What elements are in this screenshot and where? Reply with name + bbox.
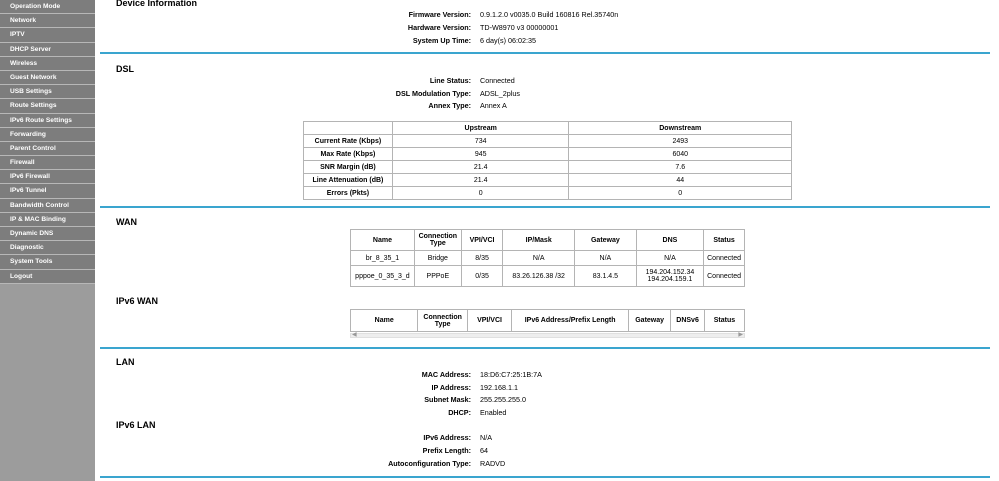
sidebar-menu [0, 0, 95, 481]
table-row [304, 135, 792, 148]
info-label: System Up Time: [412, 36, 471, 45]
ipv6-wan-scrollbar[interactable] [350, 333, 745, 338]
section-divider [100, 206, 990, 208]
table-cell: N/A [503, 251, 575, 266]
table-cell: 194.204.152.34 194.204.159.1 [636, 266, 703, 287]
section-divider [100, 52, 990, 54]
table-header-row [304, 122, 792, 135]
info-label: Subnet Mask: [424, 395, 471, 405]
sidebar-item-usb-settings[interactable]: USB Settings [0, 85, 95, 99]
info-value: TD-W8970 v3 00000001 [480, 23, 559, 32]
sidebar-item-firewall[interactable]: Firewall [0, 156, 95, 170]
sidebar-item-ipv6-route-settings[interactable]: IPv6 Route Settings [0, 114, 95, 128]
table-cell: 7.6 [569, 161, 792, 174]
dsl-stats-table [303, 121, 792, 200]
info-label: Prefix Length: [422, 445, 471, 455]
sidebar-item-ipv6-tunnel[interactable]: IPv6 Tunnel [0, 184, 95, 198]
ipv6-lan-title: IPv6 LAN [116, 420, 156, 430]
table-row [351, 251, 745, 266]
info-row [95, 369, 999, 381]
info-label: DSL Modulation Type: [395, 88, 471, 98]
info-value: 255.255.255.0 [480, 395, 526, 405]
table-header-row [351, 310, 745, 332]
sidebar-item-guest-network[interactable]: Guest Network [0, 71, 95, 85]
column-header: VPI/VCI [467, 310, 511, 332]
table-row [304, 161, 792, 174]
table-cell: Line Attenuation (dB) [304, 174, 393, 187]
info-value: 192.168.1.1 [480, 382, 518, 392]
table-cell: 945 [392, 148, 569, 161]
table-cell: br_8_35_1 [351, 251, 415, 266]
table-row [351, 266, 745, 287]
column-header: Status [704, 310, 744, 332]
column-header: IPv6 Address/Prefix Length [512, 310, 629, 332]
info-row [95, 88, 999, 100]
table-cell: 21.4 [392, 174, 569, 187]
wan-table [350, 229, 745, 287]
table-cell: Max Rate (Kbps) [304, 148, 393, 161]
sidebar-item-route-settings[interactable]: Route Settings [0, 99, 95, 113]
scroll-right-icon[interactable]: ▶ [738, 332, 743, 338]
table-cell: 734 [392, 135, 569, 148]
sidebar-item-operation-mode[interactable]: Operation Mode [0, 0, 95, 14]
table-cell: 0 [569, 187, 792, 200]
column-header: Status [704, 230, 745, 251]
table-cell: Bridge [414, 251, 461, 266]
column-header: DNSv6 [671, 310, 705, 332]
column-header: Connection Type [414, 230, 461, 251]
info-label: Firmware Version: [408, 10, 471, 19]
sidebar-item-parent-control[interactable]: Parent Control [0, 142, 95, 156]
info-label: IP Address: [431, 382, 471, 392]
column-header: Gateway [629, 310, 671, 332]
table-cell: 21.4 [392, 161, 569, 174]
info-value: Annex A [480, 101, 507, 110]
column-header: Upstream [392, 122, 569, 135]
column-header: Downstream [569, 122, 792, 135]
sidebar-item-network[interactable]: Network [0, 14, 95, 28]
sidebar-item-system-tools[interactable]: System Tools [0, 255, 95, 269]
info-value: 18:D6:C7:25:1B:7A [480, 370, 542, 379]
sidebar-item-dhcp-server[interactable]: DHCP Server [0, 43, 95, 57]
table-cell: 2493 [569, 135, 792, 148]
info-row [95, 35, 999, 47]
info-value: ADSL_2plus [480, 88, 520, 98]
info-label: Hardware Version: [407, 23, 471, 32]
info-label: DHCP: [448, 407, 471, 417]
info-row [95, 100, 999, 112]
info-label: Line Status: [429, 76, 471, 85]
table-cell: 6040 [569, 148, 792, 161]
info-value: Connected [480, 76, 515, 85]
status-main [95, 0, 999, 481]
wan-title: WAN [116, 217, 137, 227]
sidebar-item-ip-mac-binding[interactable]: IP & MAC Binding [0, 213, 95, 227]
table-cell: PPPoE [414, 266, 461, 287]
table-cell: Connected [704, 251, 745, 266]
table-cell: 0 [392, 187, 569, 200]
info-value: 6 day(s) 06:02:35 [480, 36, 536, 45]
table-cell: 83.26.126.38 /32 [503, 266, 575, 287]
sidebar-item-bandwidth-control[interactable]: Bandwidth Control [0, 199, 95, 213]
section-divider [100, 347, 990, 349]
ipv6-wan-title: IPv6 WAN [116, 296, 159, 306]
column-header: Gateway [575, 230, 637, 251]
column-header: Name [351, 230, 415, 251]
table-cell: 0/35 [461, 266, 503, 287]
info-row [95, 394, 999, 406]
sidebar-item-logout[interactable]: Logout [0, 270, 95, 284]
scroll-left-icon[interactable]: ◀ [352, 332, 357, 338]
table-row [304, 187, 792, 200]
info-label: Annex Type: [428, 101, 471, 110]
table-cell: 83.1.4.5 [575, 266, 637, 287]
table-cell: SNR Margin (dB) [304, 161, 393, 174]
info-value: Enabled [480, 407, 507, 417]
column-header: Connection Type [418, 310, 468, 332]
table-cell: N/A [636, 251, 703, 266]
info-row [95, 22, 999, 34]
column-header: IP/Mask [503, 230, 575, 251]
info-row [95, 407, 999, 419]
table-row [304, 174, 792, 187]
table-cell: 44 [569, 174, 792, 187]
table-cell: 8/35 [461, 251, 503, 266]
column-header: Name [351, 310, 418, 332]
ipv6-wan-table [350, 309, 745, 332]
table-cell: Current Rate (Kbps) [304, 135, 393, 148]
column-header [304, 122, 393, 135]
info-value: 64 [480, 445, 488, 455]
sidebar-item-iptv[interactable]: IPTV [0, 28, 95, 42]
sidebar-item-diagnostic[interactable]: Diagnostic [0, 241, 95, 255]
info-label: MAC Address: [421, 370, 471, 379]
device-info-title: Device Information [116, 0, 198, 8]
info-row [95, 9, 999, 21]
info-row [95, 445, 999, 457]
dsl-title: DSL [116, 64, 134, 74]
info-row [95, 75, 999, 87]
info-value: RADVD [480, 458, 506, 468]
column-header: VPI/VCI [461, 230, 503, 251]
info-value: N/A [480, 433, 492, 442]
info-row [95, 382, 999, 394]
table-header-row [351, 230, 745, 251]
info-value: 0.9.1.2.0 v0035.0 Build 160816 Rel.35740n [480, 10, 619, 19]
table-cell: Connected [704, 266, 745, 287]
section-divider [100, 476, 990, 478]
sidebar-item-dynamic-dns[interactable]: Dynamic DNS [0, 227, 95, 241]
sidebar-item-ipv6-firewall[interactable]: IPv6 Firewall [0, 170, 95, 184]
table-cell: N/A [575, 251, 637, 266]
table-cell: Errors (Pkts) [304, 187, 393, 200]
info-label: IPv6 Address: [423, 433, 471, 442]
column-header: DNS [636, 230, 703, 251]
info-row [95, 432, 999, 444]
sidebar-item-forwarding[interactable]: Forwarding [0, 128, 95, 142]
info-label: Autoconfiguration Type: [388, 458, 471, 468]
table-row [304, 148, 792, 161]
lan-title: LAN [116, 357, 135, 367]
sidebar-item-wireless[interactable]: Wireless [0, 57, 95, 71]
info-row [95, 458, 999, 470]
table-cell: pppoe_0_35_3_d [351, 266, 415, 287]
